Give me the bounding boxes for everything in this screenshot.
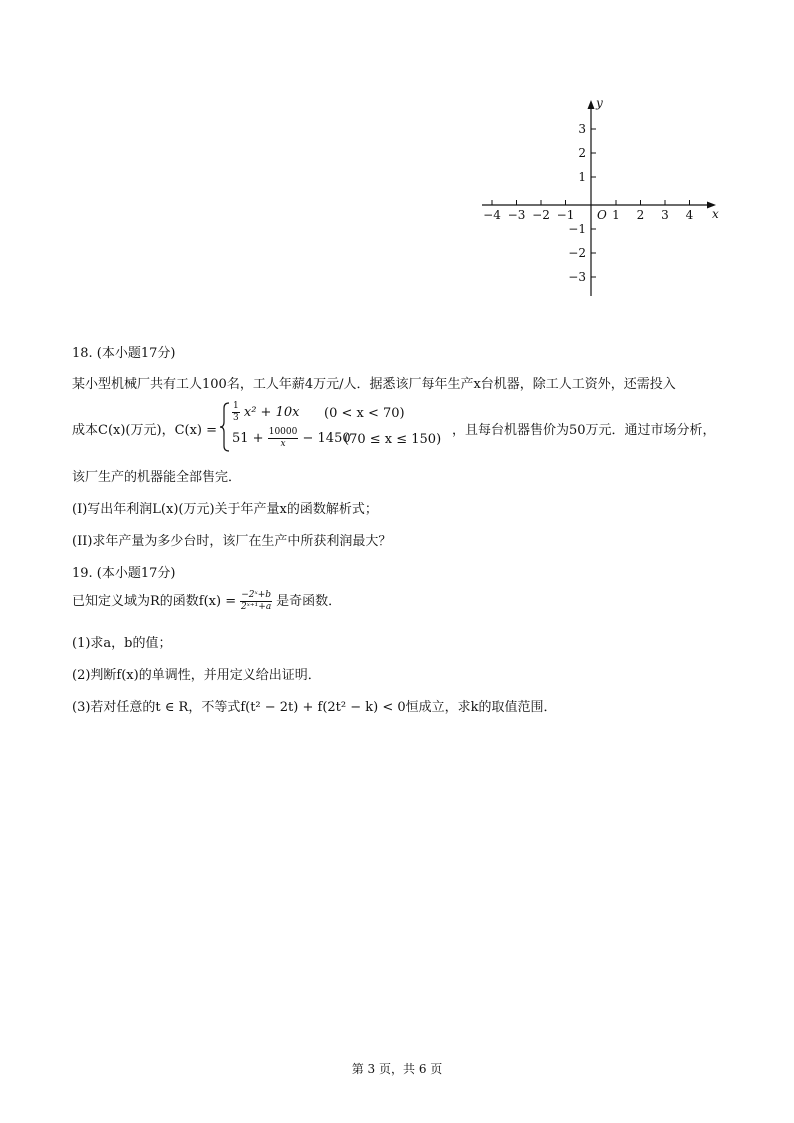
y-tick-label: −3 (568, 270, 586, 284)
q18-case2: 51 + $\frac{10000}{x}$ − 1450 (232, 427, 351, 449)
origin-label: O (597, 208, 607, 222)
q19-part3: (3)若对任意的t ∈ R，不等式f(t² − 2t) + f(2t² − k) < 0恒成立，求k的取值范围． (72, 700, 557, 715)
y-tick-label: 2 (578, 146, 586, 160)
x-tick-label: −1 (556, 208, 575, 222)
q19-stem: 已知定义域为R的函数f(x) = $\frac{\text{−2ˣ+b}}{\text{2ˣ⁺¹+a}}$ 是奇函数． (72, 590, 342, 612)
y-tick-label: −2 (568, 246, 586, 260)
x-tick-label: −2 (532, 208, 550, 222)
left-brace (220, 402, 230, 452)
q18-line1: 某小型机械厂共有工人100名，工人年薪4万元/人．据悉该厂每年生产x台机器，除工人工资外，还需投入 (72, 377, 676, 392)
x-tick-label: −3 (507, 208, 526, 222)
q18-case1: $\frac{1}{3}$ x² + 10x (233, 401, 300, 423)
page-footer: 第 3 页，共 6 页 (351, 1062, 443, 1076)
q19-header: 19. (本小题17分) (72, 566, 176, 581)
y-tick-label: 3 (578, 122, 586, 136)
y-axis-arrow (588, 100, 595, 109)
q18-part2: (II)求年产量为多少台时，该厂在生产中所获利润最大？ (72, 534, 392, 549)
q18-line3: 该厂生产的机器能全部售完． (72, 470, 242, 485)
q18-case1-condition: (0 < x < 70) (324, 406, 405, 421)
q19-part2: (2)判断f(x)的单调性，并用定义给出证明． (72, 668, 321, 683)
fraction-one-third: $\frac{1}{3}$ (233, 401, 239, 423)
q18-line2-suffix: ，且每台机器售价为50万元．通过市场分析， (452, 423, 716, 438)
q18-cost-definition (72, 402, 732, 458)
fraction-10000-over-x: $\frac{10000}{x}$ (268, 427, 298, 449)
x-axis-label: x (712, 207, 719, 221)
q19-function-fraction: $\frac{\text{−2ˣ+b}}{\text{2ˣ⁺¹+a}}$ (241, 590, 272, 612)
coordinate-axes-figure (478, 92, 728, 302)
x-tick-label: 1 (612, 208, 620, 222)
q19-part1: (1)求a，b的值； (72, 636, 172, 651)
y-tick-label: −1 (568, 222, 586, 236)
q18-cost-prefix: 成本C(x)(万元)，C(x) = (72, 423, 218, 438)
x-tick-label: 3 (661, 208, 669, 222)
x-tick-label: 2 (636, 208, 645, 222)
y-axis-label: y (596, 96, 603, 110)
x-tick-label: 4 (685, 208, 694, 222)
q18-case2-condition: (70 ≤ x ≤ 150) (344, 432, 442, 447)
y-tick-label: 1 (578, 170, 586, 184)
q18-part1: (I)写出年利润L(x)(万元)关于年产量x的函数解析式； (72, 502, 378, 517)
x-tick-label: −4 (483, 208, 501, 222)
q18-header: 18. (本小题17分) (72, 346, 176, 361)
